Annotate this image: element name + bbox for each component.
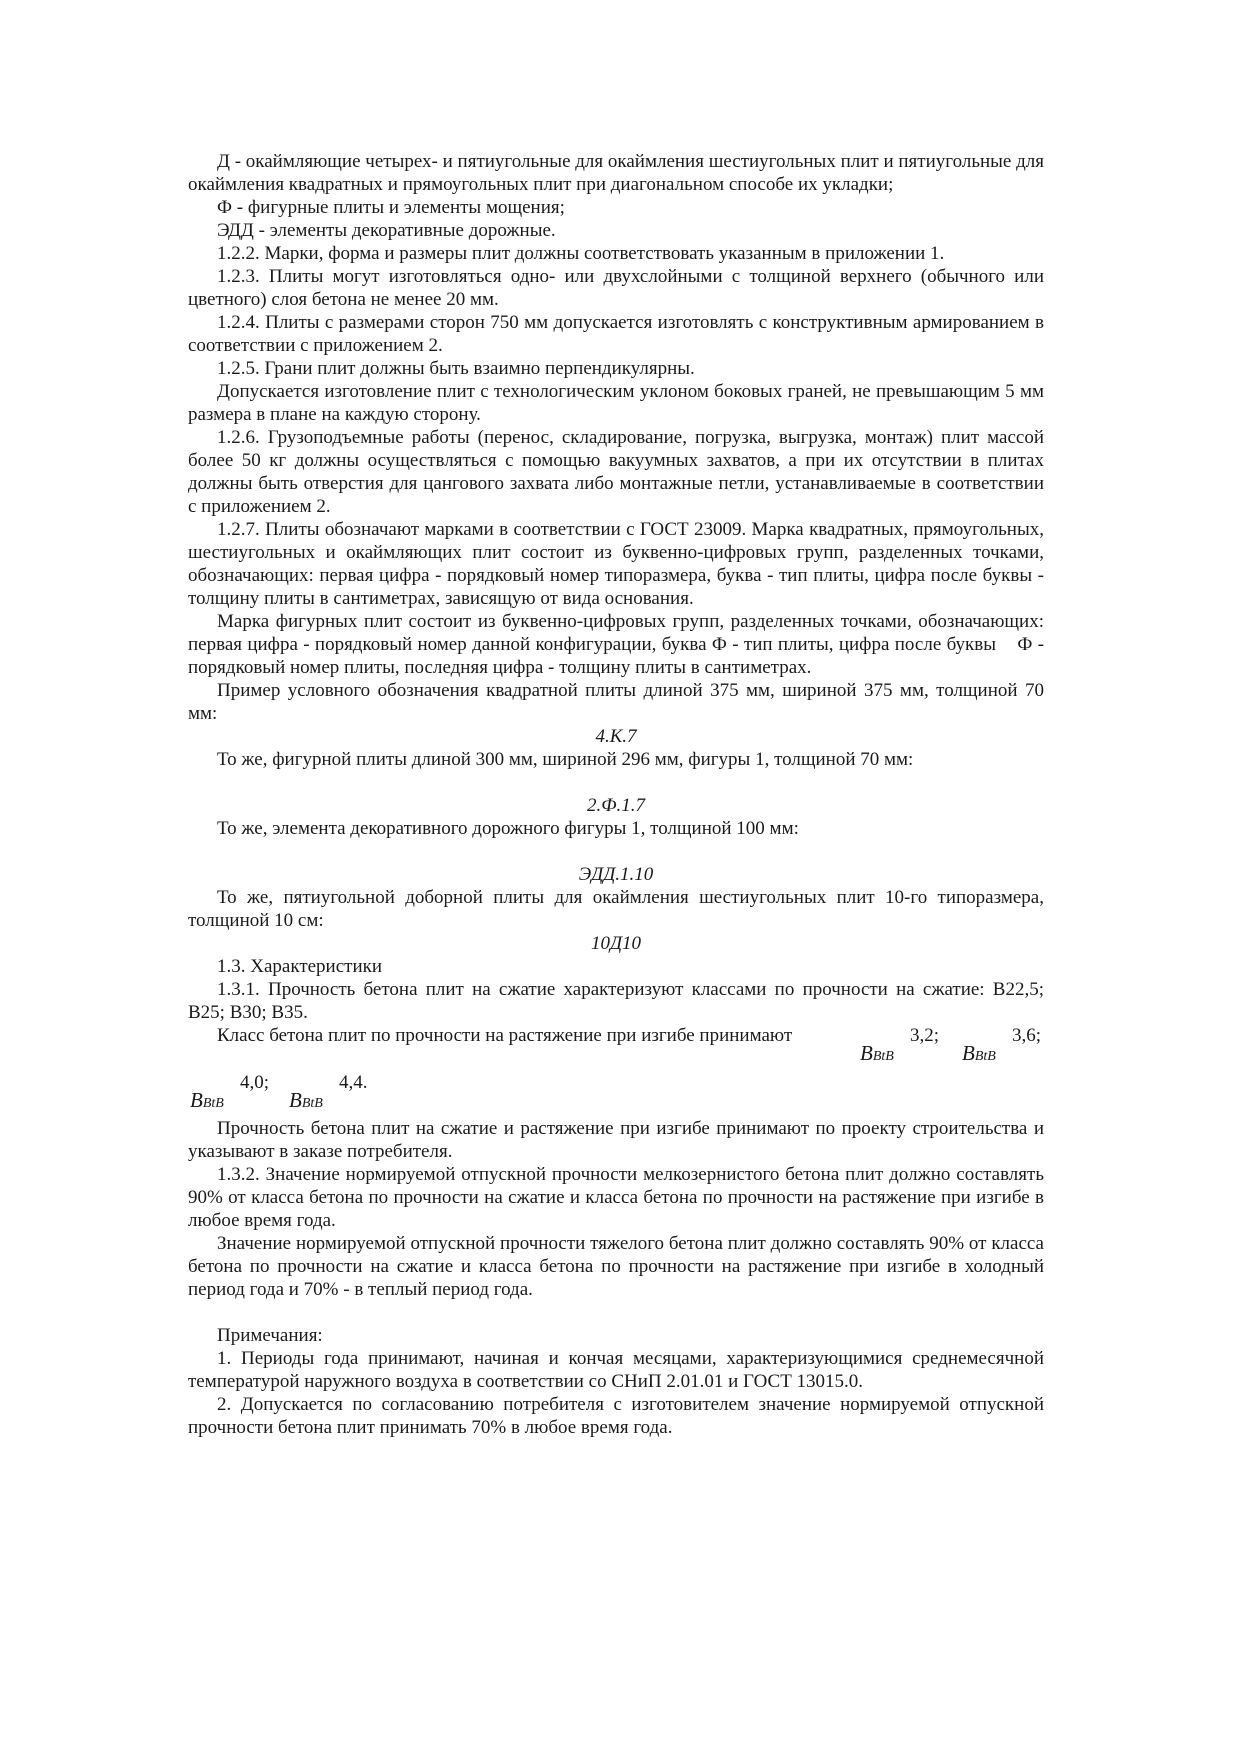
paragraph: 1.2.3. Плиты могут изготовляться одно- или двухслойными с толщиной верхнего (обычного или цветного) слоя бетона не менее 20 мм.: [188, 266, 1044, 310]
formula-symbol: BBtB: [289, 1088, 323, 1112]
paragraph: То же, фигурной плиты длиной 300 мм, шириной 296 мм, фигуры 1, толщиной 70 мм:: [217, 749, 914, 770]
spacer: [188, 1301, 1044, 1324]
paragraph: 1.2.2. Марки, форма и размеры плит должны соответствовать указанным в приложении 1.: [217, 243, 945, 264]
paragraph: 1.3.2. Значение нормируемой отпускной прочности мелкозернистого бетона плит должно составлять 90% от класса бетона по прочности на сжатие и класса бетона по прочности на растяжение при изгибе в любое время года.: [188, 1164, 1044, 1231]
paragraph: Класс бетона плит по прочности на растяжение при изгибе принимают: [217, 1025, 793, 1046]
paragraph: Пример условного обозначения квадратной плиты длиной 375 мм, шириной 375 мм, толщиной 70 мм:: [188, 680, 1044, 724]
paragraph: 1.2.7. Плиты обозначают марками в соответствии с ГОСТ 23009. Марка квадратных, прямоугольных, шестиугольных и окаймляющих плит состоит из буквенно-цифровых групп, разделенных точками, обозначающих: первая цифра - порядковый номер типоразмера, буква - тип плиты, цифра после буквы - толщину плиты в сантиметрах, зависящую от вида основания.: [188, 519, 1044, 609]
spacer: [188, 771, 1044, 794]
note: 1. Периоды года принимают, начиная и кончая месяцами, характеризующимися среднемесячной температурой наружного воздуха в соответствии со СНиП 2.01.01 и ГОСТ 13015.0.: [188, 1348, 1044, 1392]
paragraph: То же, пятиугольной доборной плиты для окаймления шестиугольных плит 10-го типоразмера, толщиной 10 см:: [188, 887, 1044, 931]
paragraph: 1.2.5. Грани плит должны быть взаимно перпендикулярны.: [217, 358, 695, 379]
designation-example: ЭДД.1.10: [578, 864, 654, 885]
document-body: [188, 150, 1049, 1439]
formula-symbol: BBtB: [860, 1041, 894, 1065]
tensile-class-line-2: [188, 1071, 1044, 1117]
paragraph: 1.2.4. Плиты с размерами сторон 750 мм допускается изготовлять с конструктивным армированием в соответствии с приложением 2.: [188, 312, 1044, 356]
spacer: [188, 1047, 1044, 1071]
paragraph: Марка фигурных плит состоит из буквенно-цифровых групп, разделенных точками, обозначающих: первая цифра - порядковый номер данной конфигурации, буква Ф - тип плиты, цифра после буквы Ф - порядковый номер плиты, последняя цифра - толщину плиты в сантиметрах.: [188, 611, 1049, 678]
note: 2. Допускается по согласованию потребителя с изготовителем значение нормируемой отпускной прочности бетона плит принимать 70% в любое время года.: [188, 1394, 1044, 1438]
class-value: 4,4.: [339, 1072, 368, 1093]
designation-example: 2.Ф.1.7: [586, 795, 646, 816]
paragraph: Допускается изготовление плит с технологическим уклоном боковых граней, не превышающим 5 мм размера в плане на каждую сторону.: [188, 381, 1044, 425]
paragraph: 1.2.6. Грузоподъемные работы (перенос, складирование, погрузка, выгрузка, монтаж) плит массой более 50 кг должны осуществляться с помощью вакуумных захватов, а при их отсутствии в плитах должны быть отверстия для цангового захвата либо монтажные петли, устанавливаемые в соответствии с приложением 2.: [188, 427, 1044, 517]
paragraph: То же, элемента декоративного дорожного фигуры 1, толщиной 100 мм:: [217, 818, 799, 839]
paragraph: Прочность бетона плит на сжатие и растяжение при изгибе принимают по проекту строительства и указывают в заказе потребителя.: [188, 1118, 1044, 1162]
formula-symbol: BBtB: [190, 1088, 224, 1112]
notes-title: Примечания:: [217, 1325, 323, 1346]
class-value: 3,2;: [910, 1025, 940, 1046]
formula-symbol: BBtB: [962, 1041, 996, 1065]
designation-example: 10Д10: [590, 933, 642, 954]
tensile-class-line: [188, 1024, 1044, 1065]
paragraph: Значение нормируемой отпускной прочности тяжелого бетона плит должно составлять 90% от класса бетона по прочности на сжатие и класса бетона по прочности на растяжение при изгибе в холодный период года и 70% - в теплый период года.: [188, 1233, 1044, 1300]
paragraph: 1.3.1. Прочность бетона плит на сжатие характеризуют классами по прочности на сжатие: В22,5; В25; В30; В35.: [188, 979, 1044, 1023]
spacer: [188, 840, 1044, 863]
paragraph: Д - окаймляющие четырех- и пятиугольные для окаймления шестиугольных плит и пятиугольные для окаймления квадратных и прямоугольных плит при диагональном способе их укладки;: [188, 151, 1044, 195]
paragraph: Ф - фигурные плиты и элементы мощения;: [217, 197, 565, 218]
class-value: 4,0;: [240, 1072, 270, 1093]
paragraph: ЭДД - элементы декоративные дорожные.: [217, 220, 556, 241]
section-heading: 1.3. Характеристики: [217, 956, 383, 977]
class-value: 3,6;: [1012, 1025, 1042, 1046]
designation-example: 4.К.7: [595, 726, 637, 747]
